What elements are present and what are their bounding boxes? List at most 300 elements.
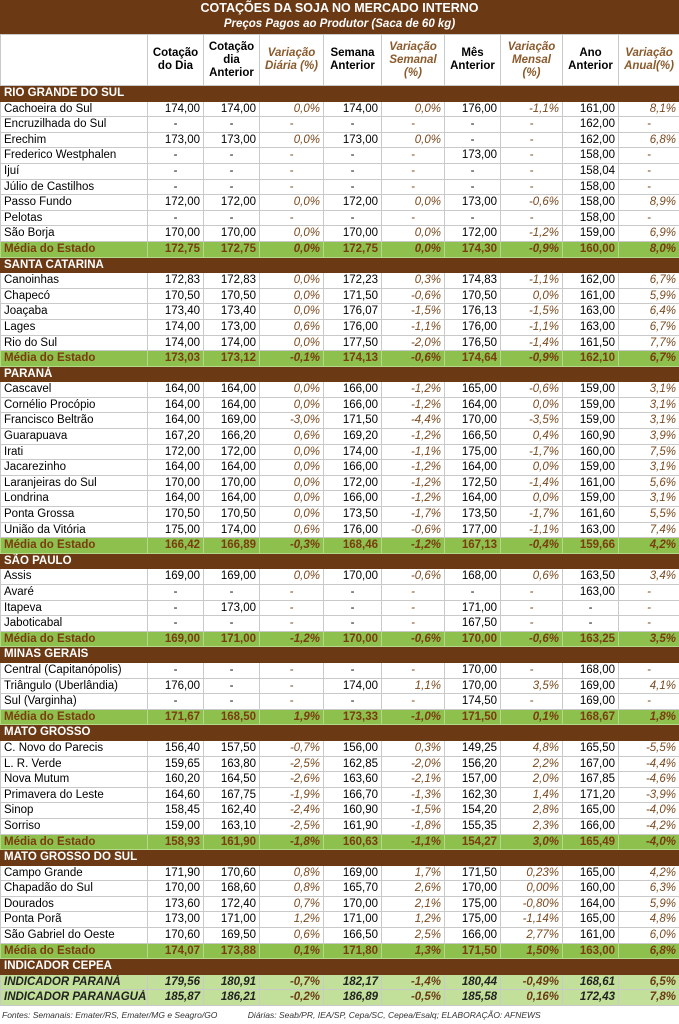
row-value: 164,00: [148, 413, 204, 429]
footer-daily: Diárias: Seab/PR, IEA/SP, Cepa/SC, Cepea/Esalq; ELABORAÇÃO: AFNEWS: [247, 1010, 541, 1020]
row-value: 167,85: [563, 772, 619, 788]
row-value: 6,7%: [619, 351, 679, 367]
row-label: São Gabriel do Oeste: [1, 928, 148, 944]
row-label: Jacarezinho: [1, 460, 148, 476]
section-header: [1, 366, 679, 382]
indicator-row: [1, 990, 679, 1006]
row-value: -2,6%: [260, 772, 324, 788]
row-value: 174,00: [148, 319, 204, 335]
row-value: 161,50: [563, 335, 619, 351]
row-value: 185,87: [148, 990, 204, 1006]
row-value: 169,00: [204, 413, 260, 429]
row-value: 4,8%: [619, 912, 679, 928]
row-label: Francisco Beltrão: [1, 413, 148, 429]
row-value: -1,5%: [382, 803, 445, 819]
row-value: 163,60: [324, 772, 382, 788]
row-value: -1,9%: [260, 787, 324, 803]
table-row: [1, 382, 679, 398]
row-label: Passo Fundo: [1, 195, 148, 211]
row-value: 166,00: [445, 928, 501, 944]
row-value: 179,56: [148, 974, 204, 990]
row-value: -: [501, 600, 563, 616]
row-value: 172,40: [204, 896, 260, 912]
quotes-table: [0, 34, 679, 1006]
row-value: 162,00: [563, 132, 619, 148]
section-header: [1, 647, 679, 663]
row-value: 154,27: [445, 834, 501, 850]
row-value: 169,00: [148, 631, 204, 647]
row-value: 4,2%: [619, 538, 679, 554]
row-value: -3,9%: [619, 787, 679, 803]
row-value: -: [619, 163, 679, 179]
row-value: -: [260, 694, 324, 710]
row-value: 171,50: [445, 865, 501, 881]
row-value: -0,1%: [260, 351, 324, 367]
row-value: 5,5%: [619, 507, 679, 523]
row-label: Sorriso: [1, 818, 148, 834]
row-value: 0,0%: [260, 444, 324, 460]
row-value: 163,00: [563, 943, 619, 959]
row-value: 170,00: [445, 881, 501, 897]
row-value: 169,20: [324, 429, 382, 445]
row-value: 168,60: [204, 881, 260, 897]
row-value: 168,61: [563, 974, 619, 990]
row-label: Encruzilhada do Sul: [1, 117, 148, 133]
row-value: 166,42: [148, 538, 204, 554]
row-value: 172,00: [148, 444, 204, 460]
row-value: 7,4%: [619, 522, 679, 538]
row-value: 157,00: [445, 772, 501, 788]
row-value: 171,00: [445, 600, 501, 616]
row-value: 174,00: [324, 678, 382, 694]
row-label: Lages: [1, 319, 148, 335]
row-value: 0,0%: [260, 132, 324, 148]
row-value: 3,1%: [619, 397, 679, 413]
section-title: MATO GROSSO DO SUL: [1, 850, 679, 866]
row-value: -: [260, 662, 324, 678]
row-value: 171,00: [204, 631, 260, 647]
row-value: -: [382, 163, 445, 179]
row-value: 162,40: [204, 803, 260, 819]
row-value: 164,60: [148, 787, 204, 803]
row-label: Chapadão do Sul: [1, 881, 148, 897]
table-row: [1, 226, 679, 242]
row-value: 170,00: [445, 413, 501, 429]
row-value: -0,7%: [260, 974, 324, 990]
row-value: 0,0%: [260, 491, 324, 507]
row-value: 163,10: [204, 818, 260, 834]
row-value: 166,00: [324, 460, 382, 476]
row-value: 160,00: [563, 881, 619, 897]
row-value: 169,00: [204, 569, 260, 585]
row-value: 167,13: [445, 538, 501, 554]
row-value: -2,0%: [382, 335, 445, 351]
row-value: -: [501, 179, 563, 195]
row-value: 167,75: [204, 787, 260, 803]
row-value: 159,00: [563, 460, 619, 476]
row-value: 158,00: [563, 148, 619, 164]
table-row: [1, 335, 679, 351]
row-value: 3,1%: [619, 413, 679, 429]
row-value: -: [324, 210, 382, 226]
row-value: 0,0%: [260, 273, 324, 289]
row-value: 0,6%: [260, 522, 324, 538]
row-value: 172,00: [324, 195, 382, 211]
row-value: 168,46: [324, 538, 382, 554]
row-label: Júlio de Castilhos: [1, 179, 148, 195]
row-value: -1,4%: [501, 335, 563, 351]
row-value: -1,5%: [382, 304, 445, 320]
row-value: -: [148, 585, 204, 601]
row-value: 1,1%: [382, 678, 445, 694]
table-row: [1, 413, 679, 429]
row-label: Cascavel: [1, 382, 148, 398]
row-value: 0,6%: [260, 319, 324, 335]
row-value: 174,00: [204, 522, 260, 538]
state-average-row: [1, 631, 679, 647]
section-title: SÃO PAULO: [1, 553, 679, 569]
row-value: 164,00: [204, 460, 260, 476]
row-value: 163,25: [563, 631, 619, 647]
row-label: Cachoeira do Sul: [1, 101, 148, 117]
row-value: 0,0%: [382, 132, 445, 148]
row-label: Média do Estado: [1, 709, 148, 725]
table-row: [1, 397, 679, 413]
row-value: 171,00: [324, 912, 382, 928]
section-header: [1, 850, 679, 866]
state-average-row: [1, 943, 679, 959]
row-value: 4,1%: [619, 678, 679, 694]
row-label: Canoinhas: [1, 273, 148, 289]
row-value: -1,1%: [501, 319, 563, 335]
footer: [2, 1010, 569, 1020]
row-value: 0,0%: [501, 397, 563, 413]
row-value: 170,00: [445, 678, 501, 694]
row-value: 0,0%: [260, 101, 324, 117]
row-value: 161,00: [563, 288, 619, 304]
row-value: 3,4%: [619, 569, 679, 585]
row-value: 0,0%: [260, 226, 324, 242]
row-value: 168,00: [445, 569, 501, 585]
row-value: 164,00: [204, 397, 260, 413]
table-row: [1, 662, 679, 678]
row-value: 0,0%: [260, 195, 324, 211]
row-value: 169,00: [563, 694, 619, 710]
row-value: 174,30: [445, 241, 501, 257]
row-value: -1,2%: [382, 429, 445, 445]
row-value: -: [445, 210, 501, 226]
row-value: 160,00: [563, 444, 619, 460]
row-value: 158,93: [148, 834, 204, 850]
row-value: 170,00: [324, 896, 382, 912]
row-value: 173,00: [148, 132, 204, 148]
row-value: 0,1%: [260, 943, 324, 959]
section-title: INDICADOR CEPEA: [1, 959, 679, 975]
row-value: 170,50: [148, 507, 204, 523]
row-value: 162,30: [445, 787, 501, 803]
row-value: -4,2%: [619, 818, 679, 834]
row-value: -1,14%: [501, 912, 563, 928]
row-value: 166,70: [324, 787, 382, 803]
row-value: 5,9%: [619, 896, 679, 912]
row-value: 174,00: [148, 335, 204, 351]
table-row: [1, 288, 679, 304]
table-row: [1, 304, 679, 320]
row-value: 172,23: [324, 273, 382, 289]
row-value: 185,58: [445, 990, 501, 1006]
row-value: 162,00: [563, 117, 619, 133]
row-value: 162,10: [563, 351, 619, 367]
row-value: 0,3%: [382, 740, 445, 756]
table-row: [1, 818, 679, 834]
row-value: 8,9%: [619, 195, 679, 211]
row-value: 3,0%: [501, 834, 563, 850]
row-value: -0,6%: [501, 382, 563, 398]
row-value: 159,00: [563, 491, 619, 507]
row-value: 173,40: [204, 304, 260, 320]
row-value: 171,50: [445, 943, 501, 959]
row-value: -1,1%: [382, 834, 445, 850]
row-value: 173,00: [445, 148, 501, 164]
row-value: 173,12: [204, 351, 260, 367]
row-value: 164,00: [148, 397, 204, 413]
row-value: -: [324, 117, 382, 133]
row-value: 0,1%: [501, 709, 563, 725]
row-value: -: [445, 163, 501, 179]
row-value: 2,3%: [501, 818, 563, 834]
row-value: 173,00: [204, 319, 260, 335]
row-value: -1,4%: [382, 974, 445, 990]
row-value: -: [324, 163, 382, 179]
row-value: 173,00: [148, 912, 204, 928]
row-value: 180,91: [204, 974, 260, 990]
row-label: Assis: [1, 569, 148, 585]
row-label: Nova Mutum: [1, 772, 148, 788]
row-value: 3,1%: [619, 491, 679, 507]
row-value: -1,1%: [382, 444, 445, 460]
row-value: -1,7%: [382, 507, 445, 523]
row-value: 164,00: [204, 491, 260, 507]
row-value: 161,00: [563, 101, 619, 117]
row-value: 171,90: [148, 865, 204, 881]
table-row: [1, 694, 679, 710]
row-value: 171,50: [445, 709, 501, 725]
row-value: 0,4%: [501, 429, 563, 445]
row-value: 175,00: [445, 912, 501, 928]
row-value: 168,00: [563, 662, 619, 678]
row-value: 0,0%: [382, 101, 445, 117]
table-row: [1, 803, 679, 819]
row-value: 2,0%: [501, 772, 563, 788]
row-value: 0,0%: [260, 335, 324, 351]
row-value: -: [324, 616, 382, 632]
row-value: 170,50: [204, 288, 260, 304]
row-value: -: [148, 210, 204, 226]
row-value: 162,00: [563, 273, 619, 289]
row-value: -: [382, 616, 445, 632]
row-value: 173,00: [324, 132, 382, 148]
row-label: Média do Estado: [1, 834, 148, 850]
row-value: 7,7%: [619, 335, 679, 351]
row-value: 4,2%: [619, 865, 679, 881]
row-value: -1,1%: [382, 319, 445, 335]
row-value: 166,00: [563, 818, 619, 834]
row-value: 172,75: [324, 241, 382, 257]
row-value: 170,60: [204, 865, 260, 881]
row-value: -0,9%: [501, 351, 563, 367]
row-value: 0,6%: [260, 928, 324, 944]
state-average-row: [1, 709, 679, 725]
indicator-row: [1, 974, 679, 990]
row-value: 173,03: [148, 351, 204, 367]
row-value: -: [148, 662, 204, 678]
row-value: 0,6%: [260, 429, 324, 445]
row-value: 160,90: [324, 803, 382, 819]
row-value: 170,00: [445, 631, 501, 647]
row-value: -: [445, 132, 501, 148]
row-value: 7,8%: [619, 990, 679, 1006]
row-value: 170,00: [324, 569, 382, 585]
row-value: 177,00: [445, 522, 501, 538]
table-row: [1, 896, 679, 912]
row-value: -2,5%: [260, 756, 324, 772]
row-value: 165,49: [563, 834, 619, 850]
column-header: Variação Semanal (%): [382, 35, 445, 86]
row-value: 0,0%: [382, 241, 445, 257]
section-title: SANTA CATARINA: [1, 257, 679, 273]
row-value: 159,00: [563, 397, 619, 413]
row-value: -1,7%: [501, 507, 563, 523]
row-value: -: [260, 117, 324, 133]
row-value: 165,00: [563, 865, 619, 881]
row-value: -: [619, 117, 679, 133]
row-value: 176,13: [445, 304, 501, 320]
row-value: 159,00: [563, 226, 619, 242]
row-value: 170,00: [148, 475, 204, 491]
row-value: -0,6%: [501, 631, 563, 647]
row-value: 6,7%: [619, 273, 679, 289]
row-value: 164,00: [148, 460, 204, 476]
row-value: -4,0%: [619, 803, 679, 819]
row-value: 172,83: [148, 273, 204, 289]
row-value: 0,8%: [260, 881, 324, 897]
row-value: -: [204, 662, 260, 678]
row-value: 0,0%: [382, 195, 445, 211]
row-value: -: [148, 163, 204, 179]
section-header: [1, 553, 679, 569]
row-value: 3,5%: [501, 678, 563, 694]
row-value: 0,16%: [501, 990, 563, 1006]
row-value: -0,6%: [382, 631, 445, 647]
row-value: -1,7%: [501, 444, 563, 460]
row-value: -: [501, 662, 563, 678]
row-value: 1,9%: [260, 709, 324, 725]
row-value: -: [260, 585, 324, 601]
row-value: -0,7%: [260, 740, 324, 756]
row-value: 174,00: [204, 101, 260, 117]
column-header: Cotação do Dia: [148, 35, 204, 86]
row-value: -1,2%: [382, 397, 445, 413]
row-value: 164,00: [445, 491, 501, 507]
table-row: [1, 273, 679, 289]
row-value: 173,00: [445, 195, 501, 211]
column-header: Mês Anterior: [445, 35, 501, 86]
row-value: 168,50: [204, 709, 260, 725]
row-value: -1,1%: [501, 273, 563, 289]
row-value: 167,50: [445, 616, 501, 632]
row-value: 160,90: [563, 429, 619, 445]
row-value: 0,0%: [501, 460, 563, 476]
row-label: Cornélio Procópio: [1, 397, 148, 413]
row-value: -: [204, 163, 260, 179]
table-row: [1, 928, 679, 944]
row-value: -: [382, 210, 445, 226]
report-title: COTAÇÕES DA SOJA NO MERCADO INTERNO: [200, 1, 479, 15]
row-value: -: [619, 600, 679, 616]
row-value: 165,70: [324, 881, 382, 897]
row-value: 0,8%: [260, 865, 324, 881]
row-value: 173,50: [324, 507, 382, 523]
row-value: -: [148, 616, 204, 632]
row-value: 0,0%: [260, 288, 324, 304]
row-value: 163,00: [563, 304, 619, 320]
row-label: Média do Estado: [1, 943, 148, 959]
table-row: [1, 678, 679, 694]
row-value: 159,00: [563, 413, 619, 429]
row-value: -1,2%: [501, 226, 563, 242]
table-row: [1, 101, 679, 117]
section-header: [1, 959, 679, 975]
row-value: 1,50%: [501, 943, 563, 959]
row-value: -: [501, 117, 563, 133]
row-value: 171,20: [563, 787, 619, 803]
table-row: [1, 585, 679, 601]
row-value: 174,07: [148, 943, 204, 959]
row-value: 170,00: [324, 226, 382, 242]
row-value: -0,49%: [501, 974, 563, 990]
column-header: Variação Anual(%): [619, 35, 679, 86]
row-value: 156,00: [324, 740, 382, 756]
row-value: 170,50: [204, 507, 260, 523]
row-value: -: [382, 662, 445, 678]
row-value: -: [260, 678, 324, 694]
row-value: 170,00: [445, 662, 501, 678]
row-value: 161,00: [563, 928, 619, 944]
table-row: [1, 740, 679, 756]
row-value: -: [382, 117, 445, 133]
row-value: -4,6%: [619, 772, 679, 788]
row-value: 159,66: [563, 538, 619, 554]
row-value: 169,00: [324, 865, 382, 881]
row-value: 159,00: [563, 382, 619, 398]
row-value: -: [260, 163, 324, 179]
row-value: -: [324, 585, 382, 601]
table-row: [1, 616, 679, 632]
row-value: -2,5%: [260, 818, 324, 834]
row-value: 0,0%: [260, 304, 324, 320]
column-header: Cotação dia Anterior: [204, 35, 260, 86]
row-value: 170,00: [148, 226, 204, 242]
row-value: -1,5%: [501, 304, 563, 320]
row-value: -: [619, 179, 679, 195]
row-value: -2,1%: [382, 772, 445, 788]
row-value: 172,43: [563, 990, 619, 1006]
row-value: 3,1%: [619, 382, 679, 398]
row-value: -: [501, 616, 563, 632]
row-value: -0,3%: [260, 538, 324, 554]
row-label: Média do Estado: [1, 241, 148, 257]
row-value: -: [148, 179, 204, 195]
